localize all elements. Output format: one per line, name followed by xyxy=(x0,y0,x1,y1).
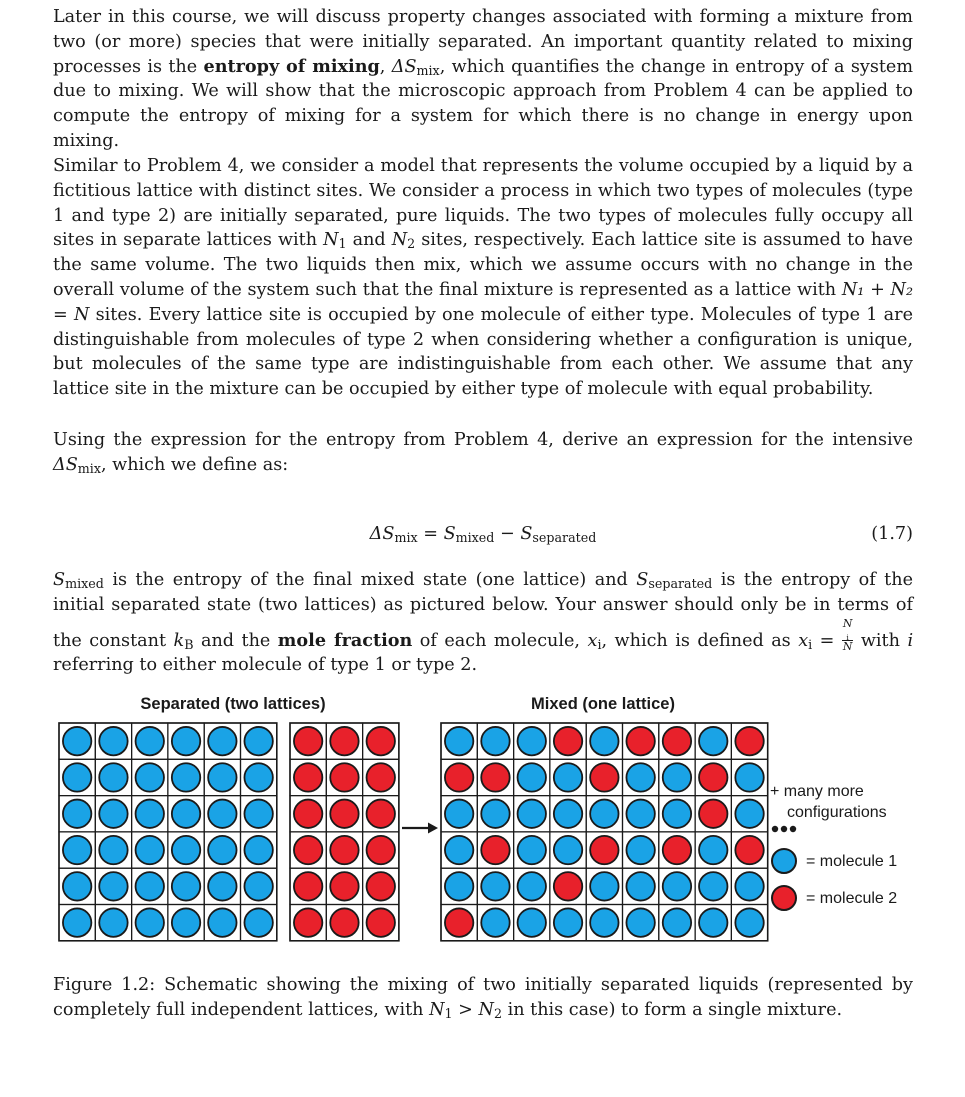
molecule-1 xyxy=(63,872,91,900)
molecule-2 xyxy=(330,836,358,864)
molecule-1 xyxy=(590,800,618,828)
molecule-1 xyxy=(63,908,91,936)
equation-body: $\Delta S_{mix} = S_{mixed} - S_{separated}$ xyxy=(369,524,597,546)
molecule-1 xyxy=(244,763,272,791)
molecule-2 xyxy=(367,872,395,900)
molecule-1 xyxy=(518,836,546,864)
figure-caption: Figure 1.2: Schematic showing the mixing of two initially separated liquids (represented by completely full independent lattices, with $N_1 > N_2$ in this case) to form a single mixture. xyxy=(53,975,913,1021)
label-mixed: Mixed (one lattice) xyxy=(531,695,675,713)
equation-number: (1.7) xyxy=(871,524,913,544)
molecule-2 xyxy=(445,908,473,936)
molecule-2 xyxy=(735,836,763,864)
molecule-1 xyxy=(136,836,164,864)
math-xi-def: $x_i$ = N $_i$ N xyxy=(798,616,853,654)
molecule-2 xyxy=(294,908,322,936)
molecule-1 xyxy=(554,763,582,791)
molecule-1 xyxy=(590,872,618,900)
molecule-2 xyxy=(294,872,322,900)
molecule-1 xyxy=(735,908,763,936)
molecule-1 xyxy=(626,800,654,828)
molecule-1 xyxy=(172,763,200,791)
molecule-1 xyxy=(554,908,582,936)
molecule-1 xyxy=(481,727,509,755)
molecule-1 xyxy=(208,836,236,864)
note-many-more: + many more xyxy=(770,783,864,800)
molecule-1 xyxy=(172,800,200,828)
molecule-1 xyxy=(63,727,91,755)
molecule-1 xyxy=(445,800,473,828)
mixed-lattice xyxy=(441,723,768,941)
molecule-1 xyxy=(172,908,200,936)
mixing-arrow xyxy=(402,823,438,834)
legend-molecule-1-label: = molecule 1 xyxy=(806,853,898,870)
molecule-1 xyxy=(445,836,473,864)
bold-term: mole fraction xyxy=(277,629,413,651)
molecule-1 xyxy=(518,727,546,755)
molecule-2 xyxy=(330,727,358,755)
molecule-2 xyxy=(663,727,691,755)
molecule-2 xyxy=(626,727,654,755)
legend-molecule-1-swatch xyxy=(772,849,796,873)
molecule-2 xyxy=(590,836,618,864)
molecule-1 xyxy=(63,836,91,864)
molecule-1 xyxy=(626,763,654,791)
molecule-1 xyxy=(518,763,546,791)
molecule-2 xyxy=(330,800,358,828)
paragraph-derive-instruction xyxy=(53,428,913,478)
molecule-2 xyxy=(735,727,763,755)
molecule-2 xyxy=(330,763,358,791)
molecule-1 xyxy=(99,763,127,791)
legend-molecule-2-swatch xyxy=(772,886,796,910)
molecule-1 xyxy=(208,872,236,900)
molecule-1 xyxy=(626,908,654,936)
math-xi: $x_i$ xyxy=(587,630,602,652)
molecule-1 xyxy=(590,727,618,755)
molecule-1 xyxy=(63,800,91,828)
molecule-1 xyxy=(699,836,727,864)
molecule-2 xyxy=(699,800,727,828)
text: Using the expression for the entropy from Problem 4, derive an expression for the intensive xyxy=(53,430,913,450)
molecule-2 xyxy=(367,800,395,828)
molecule-1 xyxy=(172,836,200,864)
molecule-1 xyxy=(518,872,546,900)
molecule-1 xyxy=(136,727,164,755)
math-n2: $N_2$ xyxy=(478,999,502,1021)
molecule-2 xyxy=(367,763,395,791)
math-delta-s-mix: $\Delta S_{mix}$ xyxy=(53,454,101,476)
molecule-1 xyxy=(244,908,272,936)
molecule-1 xyxy=(99,908,127,936)
molecule-2 xyxy=(554,727,582,755)
molecule-2 xyxy=(367,727,395,755)
molecule-1 xyxy=(626,872,654,900)
molecule-2 xyxy=(590,763,618,791)
molecule-2 xyxy=(445,763,473,791)
molecule-2 xyxy=(294,727,322,755)
molecule-1 xyxy=(735,872,763,900)
molecule-1 xyxy=(518,800,546,828)
molecule-1 xyxy=(63,763,91,791)
molecule-1 xyxy=(99,836,127,864)
molecule-1 xyxy=(663,800,691,828)
molecule-1 xyxy=(208,727,236,755)
molecule-1 xyxy=(244,836,272,864)
molecule-1 xyxy=(626,836,654,864)
molecule-1 xyxy=(699,727,727,755)
paragraph-mole-fraction: $S_{mixed}$ is the entropy of the final mixed state (one lattice) and $S_{separated}$ is the entropy of the initial separated state (two lattices) as pictured below. Your answer should only be in terms of the constant $k_B$ and the mole fraction of each molecule, $x_i$, which is defined as $x_i$ = N $_i$ N with i referring to either molecule of type 1 or type 2. xyxy=(53,570,914,676)
molecule-1 xyxy=(136,800,164,828)
molecule-2 xyxy=(699,763,727,791)
molecule-1 xyxy=(554,836,582,864)
bold-term: entropy of mixing xyxy=(203,55,380,77)
legend-molecule-2-label: = molecule 2 xyxy=(806,890,898,907)
molecule-1 xyxy=(445,872,473,900)
molecule-1 xyxy=(172,872,200,900)
molecule-1 xyxy=(244,727,272,755)
note-configurations: configurations xyxy=(787,804,887,821)
molecule-1 xyxy=(518,908,546,936)
molecule-1 xyxy=(735,800,763,828)
molecule-2 xyxy=(663,836,691,864)
label-separated: Separated (two lattices) xyxy=(140,695,326,713)
paragraph-lattice-model: Similar to Problem 4, we consider a model that represents the volume occupied by a liquid by a fictitious lattice with distinct sites. We consider a process in which two types of molecules (type 1 and type 2) are initially separated, pure liquids. The two types of molecules fully occupy all sites in separate lattices with $N_1$ and $N_2$ sites, respectively. Each lattice site is assumed to have the same volume. The two liquids then mix, which we assume occurs with no change in the overall volume of the system such that the final mixture is represented as a lattice with N₁ + N₂ = N sites. Every lattice site is occupied by one molecule of either type. Molecules of type 1 are distinguishable from molecules of type 2 when considering whether a configuration is unique, but molecules of the same type are indistinguishable from each other. We assume that any lattice site in the mixture can be occupied by either type of molecule with equal probability. xyxy=(53,156,914,400)
molecule-1 xyxy=(244,800,272,828)
molecule-1 xyxy=(136,872,164,900)
molecule-1 xyxy=(481,908,509,936)
math-s-mixed: $S_{mixed}$ xyxy=(53,570,104,592)
molecule-1 xyxy=(445,727,473,755)
molecule-2 xyxy=(294,763,322,791)
figure-mixing-schematic xyxy=(0,686,965,946)
molecule-1 xyxy=(699,908,727,936)
molecule-1 xyxy=(208,908,236,936)
paragraph-entropy-of-mixing-intro: Later in this course, we will discuss property changes associated with forming a mixture from two (or more) species that were initially separated. An important quantity related to mixing processes is the entropy of mixing, $\Delta S_{mix}$, which quantifies the change in entropy of a system due to mixing. We will show that the microscopic approach from Problem 4 can be applied to compute the entropy of mixing for a system for which there is no change in energy upon mixing. xyxy=(53,7,914,151)
text: sites. Every lattice site is occupied by one molecule of either type. Molecules of type 1 are distinguishable from molecules of type 2 when considering whether a configuration is unique, but molecules of the same type are indistinguishable from each other. We assume that any lattice site in the mixture can be occupied by either type of molecule with equal probability. xyxy=(53,304,913,400)
molecule-1 xyxy=(244,872,272,900)
molecule-2 xyxy=(330,908,358,936)
molecule-1 xyxy=(99,872,127,900)
molecule-2 xyxy=(367,908,395,936)
math-n1: $N_1$ xyxy=(323,230,347,252)
molecule-1 xyxy=(136,908,164,936)
molecule-1 xyxy=(735,763,763,791)
molecule-2 xyxy=(330,872,358,900)
math-kb: $k_B$ xyxy=(173,630,194,652)
math-n1: $N_1$ xyxy=(429,999,453,1021)
molecule-1 xyxy=(590,908,618,936)
molecule-1 xyxy=(663,763,691,791)
equation-1-7 xyxy=(53,524,913,550)
molecule-1 xyxy=(208,763,236,791)
molecule-2 xyxy=(294,836,322,864)
text: , which quantifies the change in entropy of a system due to mixing. We will show that the microscopic approach from Problem 4 can be applied to compute the entropy of mixing for a system for which there is no change in energy upon mixing. xyxy=(53,56,914,151)
molecule-1 xyxy=(208,800,236,828)
molecule-1 xyxy=(699,872,727,900)
text: Similar to Problem 4, we consider a model that represents the volume occupied by a liquid by a fictitious lattice with distinct sites. We consider a process in which two types of molecules (type 1 and type 2) are initially separated, pure liquids. The two types of molecules fully occupy all sites in separate lattices with xyxy=(53,156,913,251)
molecule-1 xyxy=(481,800,509,828)
molecule-1 xyxy=(663,908,691,936)
math-n-sum: N₁ + N₂ = N xyxy=(53,279,914,325)
text: Later in this course, we will discuss property changes associated with forming a mixture from two (or more) species that were initially separated. An important quantity related to mixing processes is the xyxy=(53,7,913,77)
molecule-2 xyxy=(554,872,582,900)
text: sites, respectively. Each lattice site is assumed to have the same volume. The two liquids then mix, which we assume occurs with no change in the overall volume of the system such that the final mixture is represented as a lattice with xyxy=(53,230,913,300)
math-delta-s-mix: $\Delta S_{mix}$ xyxy=(391,56,440,78)
separated-lattice-molecule-1 xyxy=(59,723,277,941)
molecule-1 xyxy=(172,727,200,755)
math-n2: $N_2$ xyxy=(391,230,416,252)
ellipsis-dots xyxy=(772,826,796,832)
molecule-2 xyxy=(481,836,509,864)
molecule-1 xyxy=(554,800,582,828)
fraction-ni-over-n: N $_i$ N xyxy=(842,616,853,654)
molecule-1 xyxy=(99,800,127,828)
molecule-2 xyxy=(367,836,395,864)
molecule-2 xyxy=(294,800,322,828)
molecule-1 xyxy=(136,763,164,791)
molecule-2 xyxy=(481,763,509,791)
molecule-1 xyxy=(481,872,509,900)
text: , which we define as: xyxy=(100,454,289,475)
molecule-1 xyxy=(663,872,691,900)
molecule-1 xyxy=(99,727,127,755)
math-s-separated: $S_{separated}$ xyxy=(636,570,713,592)
separated-lattice-molecule-2 xyxy=(290,723,399,941)
